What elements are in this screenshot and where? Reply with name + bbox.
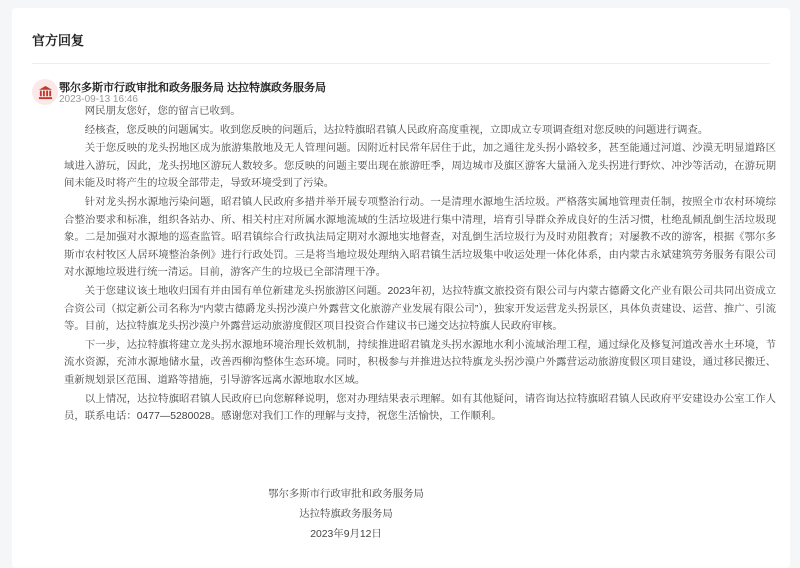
paragraph: 经核查，您反映的问题属实。收到您反映的问题后，达拉特旗昭君镇人民政府高度重视，立即成立专项调查组对您反映的问题进行调查。: [84, 124, 709, 136]
paragraph: 下一步，达拉特旗将建立龙头拐水源地环境治理长效机制，持续推进昭君镇龙头拐水源地水利小流域治理工程，通过绿化及修复河道改善水土环境，节流水资源，充沛水源地储水量，改善西柳沟整体生态环境。同时，积极参与并推进达拉特旗龙头拐沙漠户外露营运动旅游度假区项目建设，通过移民搬迁、重新规划景区范围、道路等措施，引导游客远离水源地取水区域。: [64, 339, 776, 386]
paragraph: 以上情况，达拉特旗昭君镇人民政府已向您解释说明，您对办理结果表示理解。如有其他疑问，请咨询达拉特旗昭君镇人民政府平安建设办公室工作人员，联系电话：0477—5280028。感谢您对我们工作的理解与支持，祝您生活愉快，工作顺利。: [64, 393, 776, 423]
divider: [32, 63, 770, 64]
paragraph: 关于您建议该土地收归国有并由国有单位新建龙头拐旅游区问题。2023年初，达拉特旗文旅投资有限公司与内蒙古德爵文化产业有限公司共同出资成立合资公司（拟定新公司名称为“内蒙古德爵龙头拐沙漠户外露营文化旅游产业发展有限公司”），独家开发运营龙头拐景区，具体负责建设、运营、推广、引流等。目前，达拉特旗龙头拐沙漠户外露营运动旅游度假区项目投资合作建议书已递交达拉特旗人民政府审核。: [64, 285, 776, 333]
paragraph: 网民朋友您好，您的留言已收到。: [84, 106, 241, 117]
section-title: 官方回复: [32, 33, 85, 48]
signature-org-2: 达拉特旗政务服务局: [299, 509, 393, 520]
reply-timestamp: 2023-09-13 16:46: [59, 94, 138, 105]
paragraph: 针对龙头拐水源地污染问题，昭君镇人民政府多措并举开展专项整治行动。一是清理水源地生活垃圾。严格落实属地管理责任制，按照全市农村环境综合整治要求和标准，组织各站办、所、相关村庄对所属水源地流域的生活垃圾进行集中清理，培育引导群众养成良好的生活习惯，杜绝乱倾乱倒生活垃圾现象。二是加强对水源地的巡查监管。昭君镇综合行政执法局定期对水源地实地督查，对乱倒生活垃圾行为及时劝阻教育；对屡教不改的游客，根据《鄂尔多斯市农村牧区人居环境整治条例》进行行政处罚。三是将当地垃圾处理纳入昭君镇生活垃圾集中收运处理一体化体系，由内蒙古永斌建筑劳务服务有限公司对水源地垃圾进行统一清运。目前，游客产生的垃圾已全部清理干净。: [64, 196, 776, 279]
signature: [212, 485, 480, 545]
paragraph: 关于您反映的龙头拐地区成为旅游集散地及无人管理问题。因附近村民常年居住于此，加之通往龙头拐小路较多，甚至能通过河道、沙漠无明显道路区域进入游玩，因此，龙头拐地区游玩人数较多。您反映的问题主要出现在旅游旺季，周边城市及旗区游客大量涌入龙头拐进行野炊、冲沙等活动，在游玩期间未能及时将产生的垃圾全部带走，导致环境受到了污染。: [64, 143, 776, 190]
reply-organization: 鄂尔多斯市行政审批和政务服务局 达拉特旗政务服务局: [59, 82, 327, 94]
avatar: [32, 79, 58, 105]
reply-body: [64, 103, 776, 427]
government-building-icon: [38, 85, 53, 100]
signature-date: 2023年9月12日: [310, 529, 382, 540]
official-reply-card: [12, 8, 790, 568]
signature-org-1: 鄂尔多斯市行政审批和政务服务局: [268, 489, 424, 500]
